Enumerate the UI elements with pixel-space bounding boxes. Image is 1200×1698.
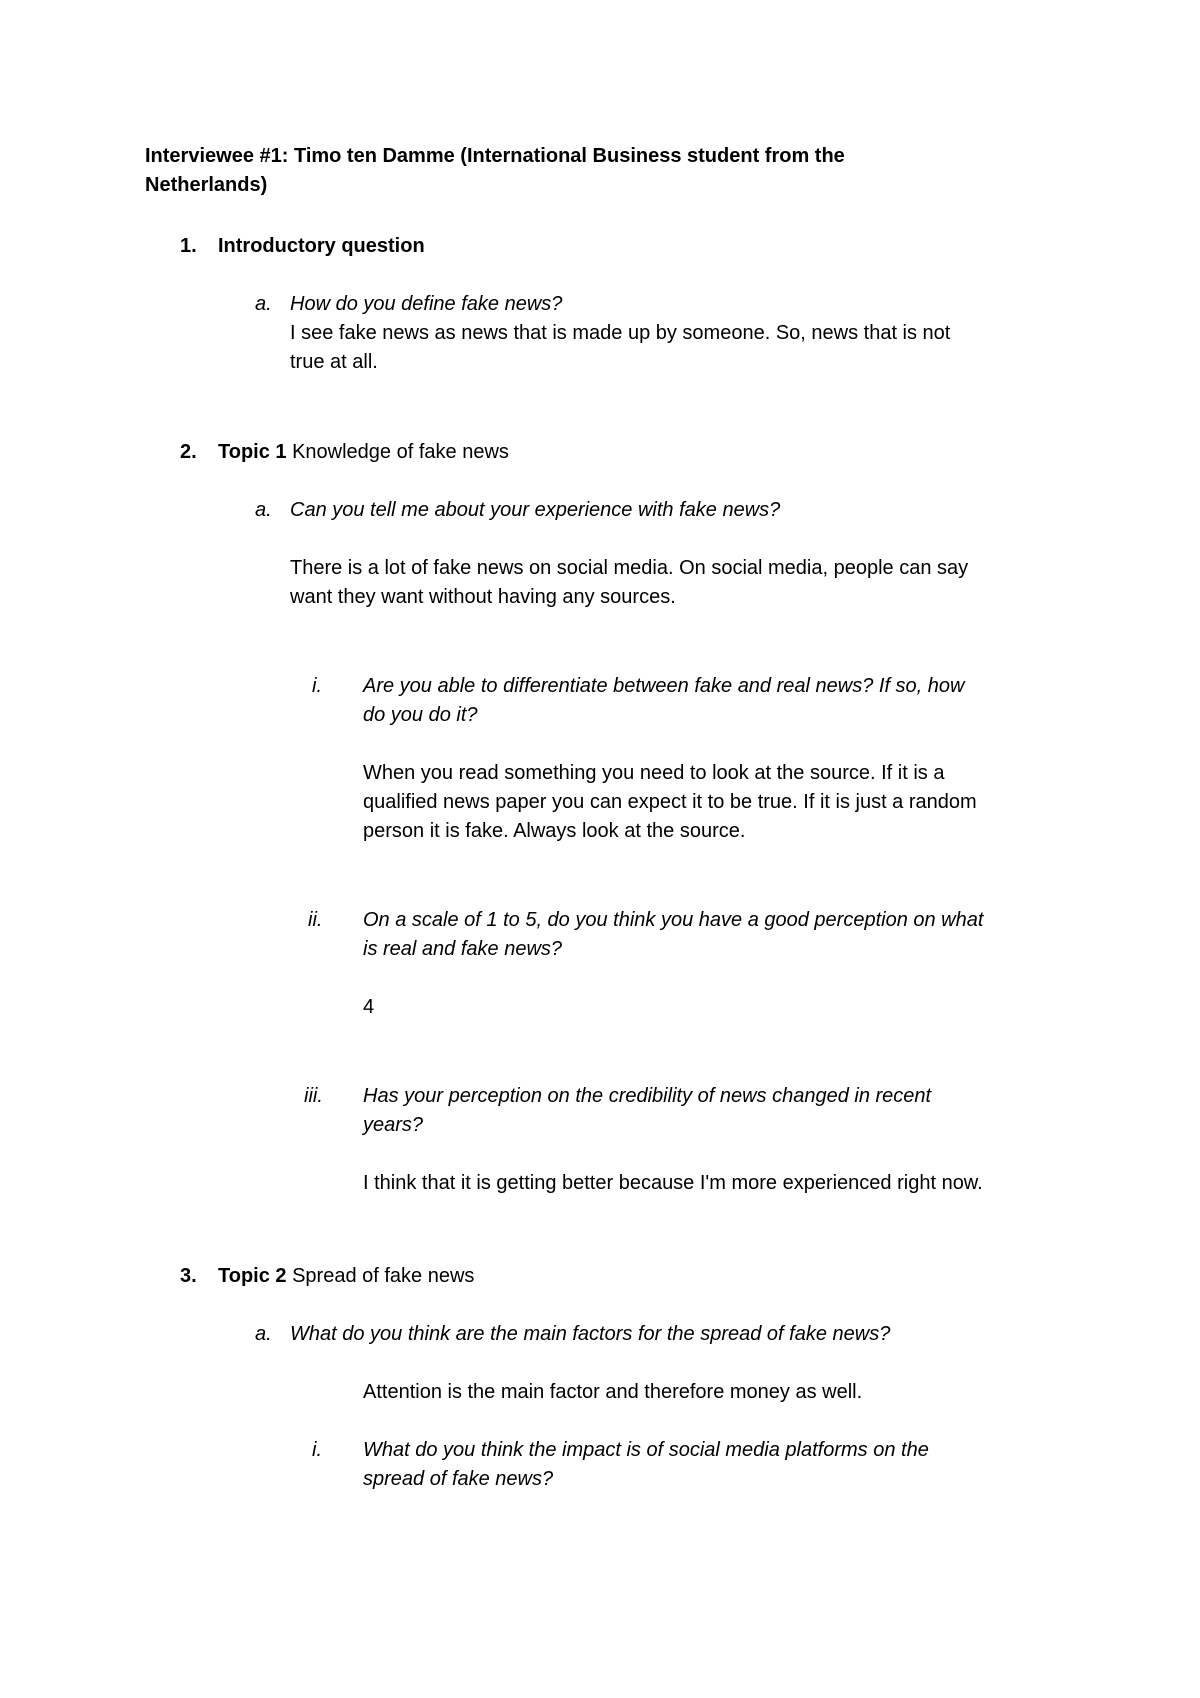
question-marker: a. (255, 1323, 272, 1345)
answer-line: want they want without having any sources. (290, 586, 676, 608)
sub-question-line: spread of fake news? (363, 1468, 554, 1490)
section-number: 1. (180, 235, 197, 257)
answer-line: I think that it is getting better because I'm more experienced right now. (363, 1172, 983, 1194)
answer-line: There is a lot of fake news on social media. On social media, people can say (290, 557, 969, 579)
sub-question-line: What do you think the impact is of social media platforms on the (363, 1439, 929, 1461)
interviewee-heading-line1: Interviewee #1: Timo ten Damme (International Business student from the (145, 145, 845, 167)
question-text: How do you define fake news? (290, 293, 563, 315)
sub-question-marker: i. (312, 1439, 322, 1461)
section-title-bold: Topic 2 (218, 1265, 287, 1287)
section-title-rest: Spread of fake news (286, 1265, 475, 1287)
answer-line: 4 (363, 996, 375, 1018)
sub-question-marker: iii. (304, 1085, 323, 1107)
answer-line: When you read something you need to look at the source. If it is a (363, 762, 945, 784)
section-number: 3. (180, 1265, 197, 1287)
interviewee-heading-line2: Netherlands) (145, 174, 268, 196)
sub-question-line: Are you able to differentiate between fake and real news? If so, how (363, 675, 965, 697)
answer-line: Attention is the main factor and therefore money as well. (363, 1381, 863, 1403)
sub-question-marker: i. (312, 675, 322, 697)
question-marker: a. (255, 499, 272, 521)
section-title (218, 438, 509, 467)
question-text: What do you think are the main factors for the spread of fake news? (290, 1323, 891, 1345)
sub-question-line: On a scale of 1 to 5, do you think you have a good perception on what (363, 909, 984, 931)
answer-line: true at all. (290, 351, 378, 373)
section-number: 2. (180, 441, 197, 463)
section-title-rest: Knowledge of fake news (286, 441, 509, 463)
section-title (218, 232, 425, 261)
answer-line: person it is fake. Always look at the source. (363, 820, 746, 842)
sub-question-line: Has your perception on the credibility of news changed in recent (363, 1085, 932, 1107)
answer-line: qualified news paper you can expect it to be true. If it is just a random (363, 791, 977, 813)
sub-question-line: years? (363, 1114, 424, 1136)
sub-question-line: is real and fake news? (363, 938, 563, 960)
section-title-bold: Topic 1 (218, 441, 287, 463)
question-marker: a. (255, 293, 272, 315)
section-title-bold: Introductory question (218, 235, 425, 257)
question-text: Can you tell me about your experience with fake news? (290, 499, 781, 521)
sub-question-line: do you do it? (363, 704, 478, 726)
section-title (218, 1262, 474, 1291)
sub-question-marker: ii. (308, 909, 323, 931)
answer-line: I see fake news as news that is made up by someone. So, news that is not (290, 322, 951, 344)
